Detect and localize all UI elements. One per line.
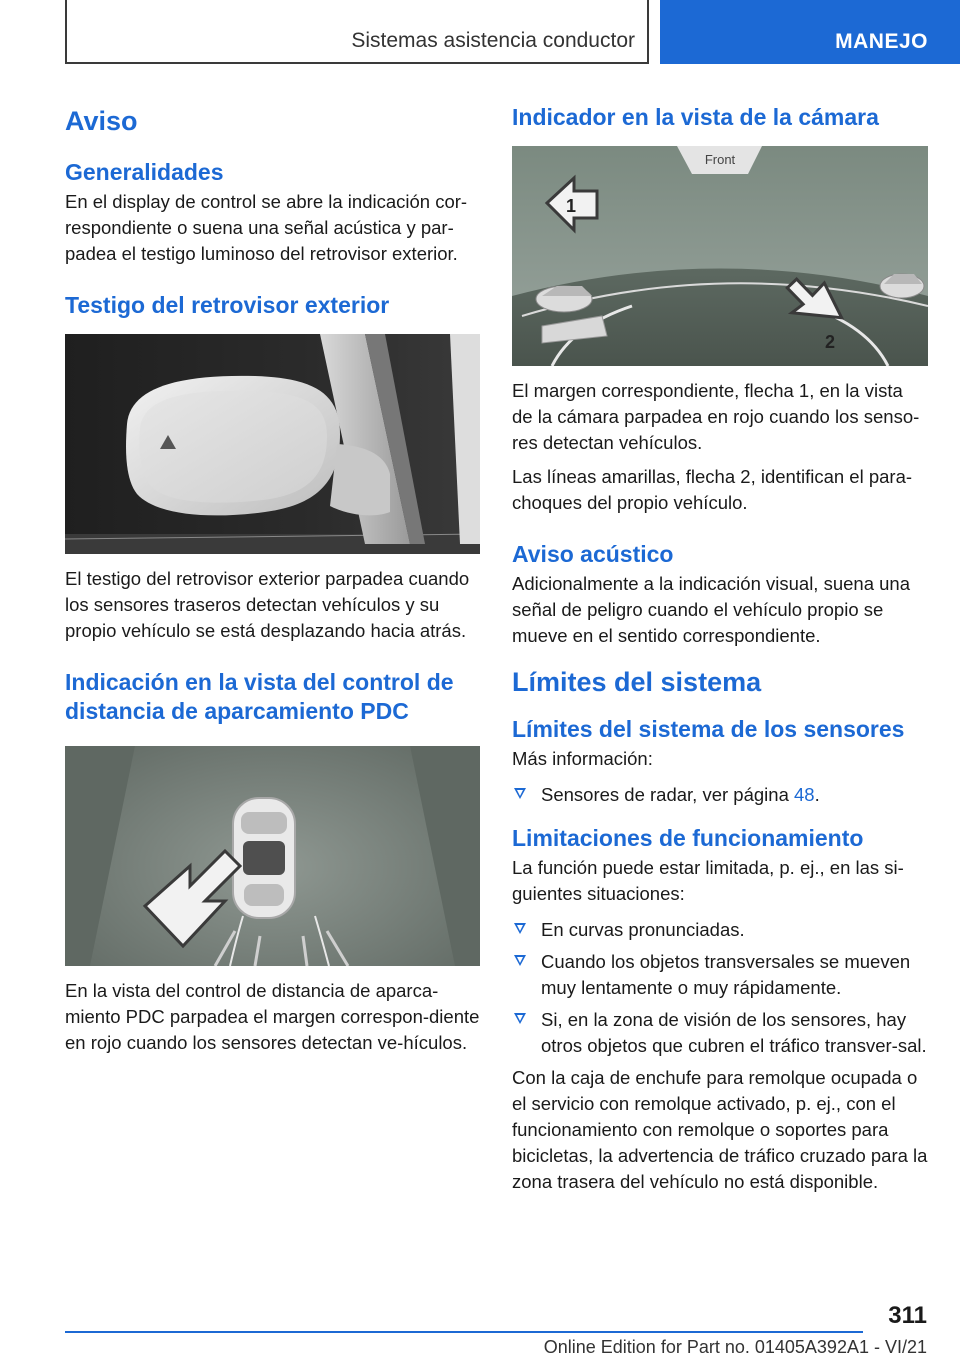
list-item: En curvas pronunciadas. <box>512 917 928 943</box>
list-item <box>512 782 928 808</box>
bullet-radar-text: Sensores de radar, ver página <box>541 784 794 805</box>
triangle-bullet-icon <box>514 923 526 934</box>
text-camara-1: El margen correspondiente, flecha 1, en la vista de la cámara parpadea en rojo cuando los senso-res detectan vehículos. <box>512 380 920 453</box>
heading-limites-sensores: Límites del sistema de los sensores <box>512 716 905 742</box>
chapter-title: MANEJO <box>835 30 928 53</box>
heading-aviso: Aviso <box>65 106 138 136</box>
heading-acustico: Aviso acústico <box>512 541 674 567</box>
text-mas-info: Más información: <box>512 748 653 769</box>
text-camara-2: Las líneas amarillas, flecha 2, identifican el para-choques del propio vehículo. <box>512 466 913 513</box>
text-generalidades: En el display de control se abre la indicación cor-respondiente o suena una señal acústica y par-padea el testigo luminoso del retrovisor exterior. <box>65 191 468 264</box>
left-column <box>65 100 480 1056</box>
heading-limites: Límites del sistema <box>512 667 762 697</box>
camera-arrow-1-label: 1 <box>566 196 577 216</box>
list-radar <box>512 782 928 808</box>
list-item: Cuando los objetos transversales se mueven muy lentamente o muy rápidamente. <box>512 949 928 1001</box>
list-limitaciones <box>512 917 928 1059</box>
bullet-radar-end: . <box>814 784 820 805</box>
heading-camara: Indicador en la vista de la cámara <box>512 104 879 130</box>
text-pdc: En la vista del control de distancia de aparca-miento PDC parpadea el margen correspon-diente en rojo cuando los sensores detectan ve-hículos. <box>65 980 480 1053</box>
right-column <box>512 100 928 1195</box>
footer-edition: Online Edition for Part no. 01405A392A1 - VI/21 <box>543 1337 927 1357</box>
text-testigo: El testigo del retrovisor exterior parpadea cuando los sensores traseros detectan vehículos y su propio vehículo se está desplazando hacia atrás. <box>65 568 470 641</box>
text-final: Con la caja de enchufe para remolque ocupada o el servicio con remolque activado, p. ej., con el funcionamiento con remolque o soportes para bicicletas, la advertencia de tráfico cruzado para la zona trasera del vehículo no está disponible. <box>512 1067 928 1192</box>
header-chapter-tab[interactable] <box>660 0 960 64</box>
camera-front-label: Front <box>704 152 736 167</box>
text-acustico: Adicionalmente a la indicación visual, suena una señal de peligro cuando el vehículo propio se mueve en el sentido correspondiente. <box>512 573 911 646</box>
heading-pdc: Indicación en la vista del control de distancia de aparcamiento PDC <box>65 669 454 724</box>
pdc-illustration <box>65 746 480 966</box>
page-number: 311 <box>888 1302 927 1329</box>
section-title: Sistemas asistencia conductor <box>351 29 635 52</box>
heading-testigo: Testigo del retrovisor exterior <box>65 292 390 318</box>
page-48-link[interactable]: 48 <box>794 784 815 805</box>
camera-illustration <box>512 146 928 366</box>
header-section-box <box>65 0 649 64</box>
footer-divider <box>65 1331 863 1333</box>
list-item: Si, en la zona de visión de los sensores, hay otros objetos que cubren el tráfico transver-sal. <box>512 1007 928 1059</box>
triangle-bullet-icon <box>514 788 526 799</box>
camera-arrow-2-label: 2 <box>825 332 836 352</box>
text-limitaciones: La función puede estar limitada, p. ej., en las si-guientes situaciones: <box>512 857 904 904</box>
triangle-bullet-icon <box>514 1013 526 1024</box>
mirror-illustration <box>65 334 480 554</box>
heading-generalidades: Generalidades <box>65 159 224 185</box>
triangle-bullet-icon <box>514 955 526 966</box>
heading-limitaciones: Limitaciones de funcionamiento <box>512 825 864 851</box>
